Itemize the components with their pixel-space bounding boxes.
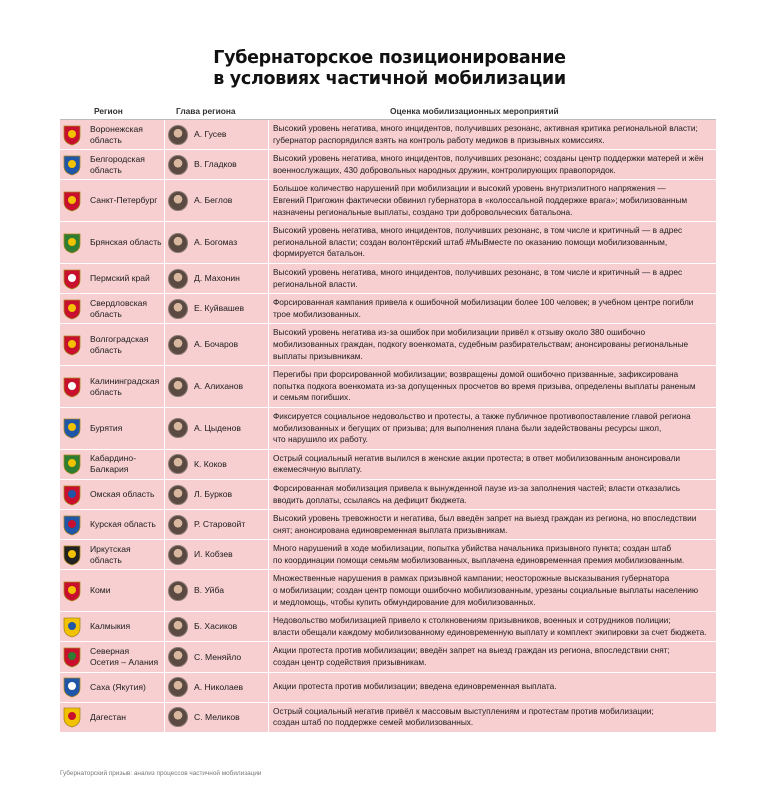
evaluation-line: вводить доплаты, ссылаясь на дефицит бюджета.: [273, 494, 467, 505]
table-row: [60, 510, 716, 540]
governor-photo: [168, 377, 188, 397]
governor-photo: [168, 191, 188, 211]
coat-of-arms-icon: [62, 376, 82, 398]
column-divider: [268, 673, 269, 702]
column-divider: [268, 510, 269, 539]
evaluation-text: [273, 483, 713, 506]
governor-name: В. Уйба: [194, 585, 224, 596]
column-divider: [164, 480, 165, 509]
region-name-line: область: [90, 554, 122, 565]
region-name-line: область: [90, 386, 122, 397]
header-region: Регион: [94, 106, 123, 116]
evaluation-text: [273, 327, 713, 362]
governor-photo: [168, 454, 188, 474]
region-name: [90, 195, 166, 206]
evaluation-text: [273, 153, 713, 176]
region-name: [90, 334, 166, 356]
governor-name: И. Кобзев: [194, 549, 233, 560]
evaluation-line: Недовольство мобилизацией привело к столкновениям призывников, военных и сотрудников полиции;: [273, 615, 671, 626]
region-name-line: Омская область: [90, 489, 155, 500]
column-divider: [268, 150, 269, 179]
table-row: [60, 150, 716, 180]
evaluation-text: [273, 225, 713, 260]
table-row: [60, 540, 716, 570]
governor-photo: [168, 647, 188, 667]
evaluation-text: [273, 573, 713, 608]
column-divider: [268, 294, 269, 323]
column-divider: [268, 703, 269, 732]
evaluation-line: мобилизованных граждан, подкогу военкомата, судебным разбирательствам; анонсированы региональные: [273, 338, 689, 349]
coat-of-arms-icon: [62, 484, 82, 506]
region-name-line: Осетия – Алания: [90, 657, 159, 668]
table-row: [60, 294, 716, 324]
coat-of-arms-icon: [62, 232, 82, 254]
evaluation-line: региональной власти; создан волонтёрский штаб #МыВместе по оказанию помощи мобилизованным,: [273, 236, 668, 247]
governor-photo: [168, 233, 188, 253]
column-divider: [268, 450, 269, 479]
coat-of-arms-icon: [62, 298, 82, 320]
region-name-line: Воронежская: [90, 123, 143, 134]
evaluation-text: [273, 411, 713, 446]
region-name: [90, 519, 166, 530]
coat-of-arms-icon: [62, 453, 82, 475]
evaluation-line: назначены региональные выплаты, создано три добровольческих батальона.: [273, 206, 573, 217]
evaluation-line: выплаты призывникам.: [273, 350, 363, 361]
evaluation-line: Форсированная мобилизация привела к вынужденной паузе из-за заполнения частей; власти отказались: [273, 482, 681, 493]
column-divider: [268, 408, 269, 449]
evaluation-line: Высокий уровень негатива, много инцидентов, получивших резонанс, активная критика региональной власти;: [273, 123, 698, 133]
region-name-line: Пермский край: [90, 273, 150, 284]
column-divider: [164, 264, 165, 293]
coat-of-arms-icon: [62, 334, 82, 356]
evaluation-line: мобилизованных и бегущих от призыва; для выполнения плана были задействованы ресурсы школ,: [273, 422, 662, 433]
region-name: [90, 376, 166, 398]
region-name-line: Белгородская: [90, 153, 145, 164]
region-name-line: Дагестан: [90, 711, 126, 722]
table-row: [60, 703, 716, 733]
evaluation-line: губернатор распорядился взять на контроль работу медиков в призывных комиссиях.: [273, 134, 605, 145]
column-divider: [164, 150, 165, 179]
table-row: [60, 450, 716, 480]
region-name-line: область: [90, 344, 122, 355]
governor-name: Л. Бурков: [194, 489, 233, 500]
table-row: [60, 612, 716, 642]
governor-name: Е. Куйвашев: [194, 303, 245, 314]
governor-name: А. Бочаров: [194, 339, 239, 350]
column-divider: [268, 366, 269, 407]
region-name-line: Иркутская: [90, 543, 131, 554]
table-header: [60, 106, 716, 120]
table-row: [60, 324, 716, 366]
region-name-line: Санкт-Петербург: [90, 195, 158, 206]
coat-of-arms-icon: [62, 154, 82, 176]
region-name-line: Свердловская: [90, 297, 148, 308]
region-name-line: Калмыкия: [90, 621, 131, 632]
governor-photo: [168, 545, 188, 565]
evaluation-line: Высокий уровень негатива, много инцидентов, получивших резонанс; созданы центр поддержки матерей и жён: [273, 153, 704, 164]
column-divider: [164, 703, 165, 732]
table-row: [60, 366, 716, 408]
column-divider: [268, 120, 269, 149]
page-title: [0, 48, 779, 90]
governor-name: А. Богомаз: [194, 237, 238, 248]
column-divider: [164, 642, 165, 671]
governor-photo: [168, 335, 188, 355]
title-line-1: Губернаторское позиционирование: [213, 48, 566, 68]
governor-photo: [168, 707, 188, 727]
table-row: [60, 264, 716, 294]
header-eval: Оценка мобилизационных мероприятий: [390, 106, 559, 116]
governor-name: А. Беглов: [194, 195, 233, 206]
region-name-line: Брянская область: [90, 237, 162, 248]
table-row: [60, 642, 716, 672]
evaluation-line: трое мобилизованных.: [273, 308, 361, 319]
governor-photo: [168, 299, 188, 319]
table-body: [60, 120, 716, 733]
column-divider: [164, 570, 165, 611]
column-divider: [164, 324, 165, 365]
evaluation-text: [273, 297, 713, 320]
column-divider: [164, 222, 165, 263]
governor-photo: [168, 617, 188, 637]
evaluation-line: региональной власти.: [273, 278, 358, 289]
table-row: [60, 408, 716, 450]
governor-name: А. Николаев: [194, 681, 244, 692]
evaluation-line: Острый социальный негатив привёл к массовым выступлениям и протестам против мобилизации;: [273, 705, 654, 716]
governor-name: Б. Хасиков: [194, 621, 238, 632]
evaluation-text: [273, 267, 713, 290]
region-name: [90, 712, 166, 723]
region-name: [90, 585, 166, 596]
governor-photo: [168, 418, 188, 438]
evaluation-line: по координации помощи семьям мобилизованных, выплачена единовременная премия мобилизованным.: [273, 554, 685, 565]
column-divider: [268, 264, 269, 293]
region-name-line: область: [90, 308, 122, 319]
governor-name: К. Коков: [194, 458, 227, 469]
governor-photo: [168, 677, 188, 697]
evaluation-line: Высокий уровень негатива из-за ошибок при мобилизации привёл к отзыву около 380 ошибочно: [273, 327, 646, 338]
column-divider: [164, 510, 165, 539]
footer-caption: Губернаторский призыв: анализ процессов частичной мобилизации: [60, 770, 262, 777]
evaluation-line: создан центр содействия призывникам.: [273, 657, 427, 668]
evaluation-text: [273, 183, 713, 218]
column-divider: [164, 120, 165, 149]
governor-photo: [168, 269, 188, 289]
evaluation-line: Высокий уровень негатива, много инцидентов, получивших резонанс, в том числе и критичный — в адрес: [273, 266, 683, 277]
governor-name: С. Меняйло: [194, 651, 242, 662]
evaluation-text: [273, 453, 713, 476]
evaluation-line: Акции протеста против мобилизации; введён запрет на выезд граждан из региона, впоследствии снят;: [273, 645, 670, 656]
evaluation-text: [273, 369, 713, 404]
governor-photo: [168, 155, 188, 175]
column-divider: [164, 408, 165, 449]
governor-photo: [168, 125, 188, 145]
evaluation-line: и семьям погибших.: [273, 392, 351, 403]
table-row: [60, 570, 716, 612]
region-name: [90, 544, 166, 566]
evaluation-line: попытка подкога военкомата из-за допущенных просчетов во время призыва, определены выплаты раненым: [273, 380, 696, 391]
coat-of-arms-icon: [62, 190, 82, 212]
column-divider: [268, 222, 269, 263]
table-row: [60, 480, 716, 510]
evaluation-line: Множественные нарушения в рамках призывной кампании; неосторожные высказывания губернатора: [273, 573, 670, 584]
evaluation-text: [273, 123, 713, 146]
column-divider: [268, 642, 269, 671]
column-divider: [164, 450, 165, 479]
region-name-line: Саха (Якутия): [90, 681, 146, 692]
region-name: [90, 682, 166, 693]
coat-of-arms-icon: [62, 544, 82, 566]
coat-of-arms-icon: [62, 616, 82, 638]
governor-name: В. Гладков: [194, 159, 237, 170]
region-name-line: Кабардино-: [90, 453, 137, 464]
table-row: [60, 120, 716, 150]
evaluation-line: ежемесячную выплату.: [273, 464, 362, 475]
evaluation-line: создан штаб по поддержке семей мобилизованных.: [273, 717, 474, 728]
governor-photo: [168, 485, 188, 505]
coat-of-arms-icon: [62, 514, 82, 536]
evaluation-line: Много нарушений в ходе мобилизации, попытка убийства начальника призывного пункта; создан штаб: [273, 543, 672, 554]
region-name-line: Волгоградская: [90, 333, 149, 344]
evaluation-line: о мобилизации; создан центр помощи ошибочно мобилизованным, урезаны социальные выплаты населению: [273, 585, 699, 596]
evaluation-text: [273, 681, 713, 693]
coat-of-arms-icon: [62, 676, 82, 698]
evaluation-line: Высокий уровень негатива, много инцидентов, получивших резонанс, в том числе и критичный — в адрес: [273, 225, 683, 236]
region-name: [90, 621, 166, 632]
evaluation-line: Фиксируется социальное недовольство и протесты, а также публичное противопоставление главой региона: [273, 410, 691, 421]
region-name: [90, 489, 166, 500]
region-name: [90, 298, 166, 320]
governor-name: А. Цыденов: [194, 422, 241, 433]
region-name: [90, 124, 166, 146]
evaluation-line: Большое количество нарушений при мобилизации и высокий уровень внутриэлитного напряжения —: [273, 183, 666, 194]
table-row: [60, 673, 716, 703]
column-divider: [268, 612, 269, 641]
coat-of-arms-icon: [62, 268, 82, 290]
evaluation-line: и медломощь, чтобы купить обмундирование для мобилизованных.: [273, 596, 536, 607]
region-name: [90, 453, 166, 475]
governor-name: С. Меликов: [194, 711, 240, 722]
evaluation-text: [273, 543, 713, 566]
region-name: [90, 646, 166, 668]
evaluation-text: [273, 706, 713, 729]
governor-name: Д. Махонин: [194, 273, 240, 284]
column-divider: [164, 180, 165, 221]
region-name: [90, 423, 166, 434]
column-divider: [164, 673, 165, 702]
column-divider: [268, 540, 269, 569]
evaluation-line: власти обещали каждому мобилизованному единовременную выплату и комплект экипировки за счет бюджета.: [273, 626, 707, 637]
region-name: [90, 237, 166, 248]
evaluation-line: формируется батальон.: [273, 248, 365, 259]
region-name-line: Балкария: [90, 464, 129, 475]
coat-of-arms-icon: [62, 124, 82, 146]
region-name-line: Курская область: [90, 519, 156, 530]
column-divider: [268, 180, 269, 221]
evaluation-line: Евгений Пригожин фактически обвинил губернатора в «колоссальной поддержке врага»; мобилизованным: [273, 194, 688, 205]
column-divider: [268, 324, 269, 365]
column-divider: [268, 570, 269, 611]
region-name: [90, 154, 166, 176]
coat-of-arms-icon: [62, 706, 82, 728]
column-divider: [164, 540, 165, 569]
region-name-line: Калининградская: [90, 375, 160, 386]
region-name-line: Северная: [90, 646, 130, 657]
governor-photo: [168, 581, 188, 601]
evaluation-line: снят; анонсирована единовременная выплата призывникам.: [273, 524, 508, 535]
evaluation-line: Форсированная кампания привела к ошибочной мобилизации более 100 человек; в учебном центре погибли: [273, 297, 694, 308]
evaluation-line: Острый социальный негатив вылился в женские акции протеста; в ответ мобилизованным анонсировали: [273, 452, 681, 463]
governor-name: А. Алиханов: [194, 381, 244, 392]
evaluation-text: [273, 645, 713, 668]
governors-table: [60, 106, 716, 733]
governor-name: Р. Старовойт: [194, 519, 246, 530]
header-head: Глава региона: [176, 106, 236, 116]
coat-of-arms-icon: [62, 580, 82, 602]
evaluation-line: что нарушило их работу.: [273, 434, 368, 445]
region-name-line: Бурятия: [90, 422, 123, 433]
region-name: [90, 273, 166, 284]
column-divider: [164, 294, 165, 323]
evaluation-line: Акции протеста против мобилизации; введена единовременная выплата.: [273, 681, 557, 692]
evaluation-text: [273, 615, 713, 638]
evaluation-line: Перегибы при форсированной мобилизации; возвращены домой ошибочно призванные, зафиксирована: [273, 369, 679, 380]
title-line-2: в условиях частичной мобилизации: [213, 69, 566, 89]
governor-name: А. Гусев: [194, 129, 227, 140]
region-name-line: область: [90, 134, 122, 145]
evaluation-text: [273, 513, 713, 536]
coat-of-arms-icon: [62, 646, 82, 668]
table-row: [60, 222, 716, 264]
evaluation-line: военнослужащих, 430 добровольных народных дружин, контролирующих правопорядок.: [273, 164, 616, 175]
table-row: [60, 180, 716, 222]
evaluation-line: Высокий уровень тревожности и негатива, был введён запрет на выезд граждан из региона, но впоследствии: [273, 513, 697, 524]
column-divider: [268, 480, 269, 509]
region-name-line: Коми: [90, 585, 111, 596]
coat-of-arms-icon: [62, 417, 82, 439]
column-divider: [164, 366, 165, 407]
governor-photo: [168, 515, 188, 535]
region-name-line: область: [90, 164, 122, 175]
column-divider: [164, 612, 165, 641]
